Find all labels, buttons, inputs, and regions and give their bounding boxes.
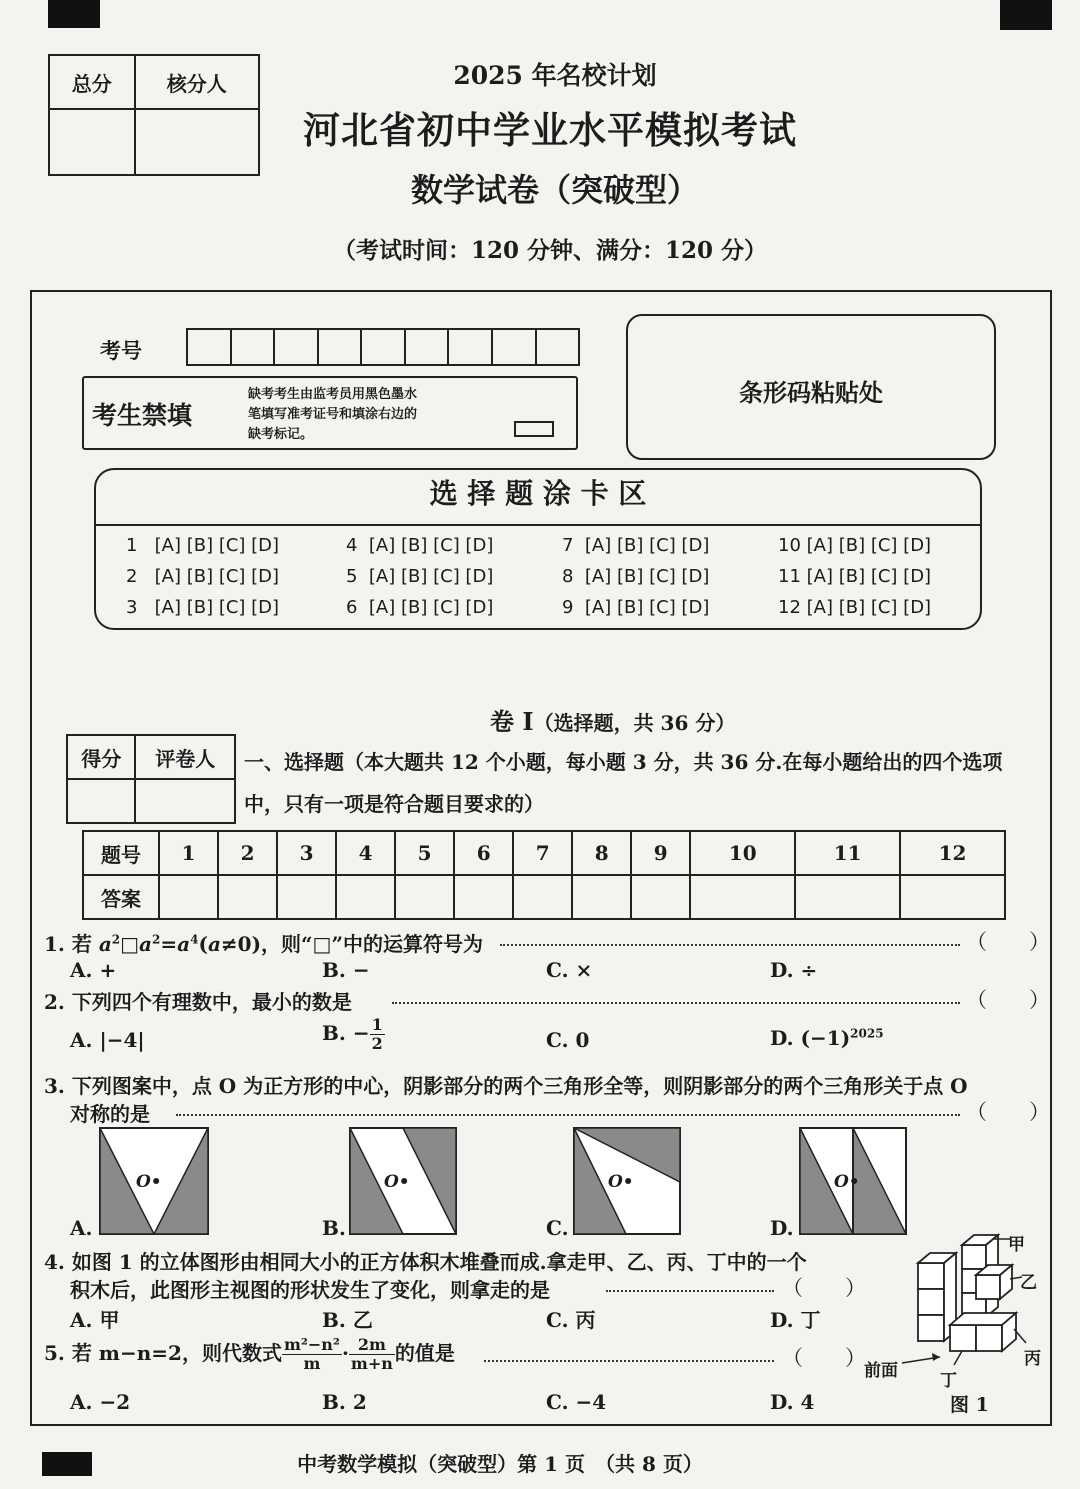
figure-1-front-label: 前面 (864, 1361, 898, 1381)
answer-cell[interactable] (795, 875, 900, 919)
figure-1-caption: 图 1 (950, 1394, 989, 1416)
answer-num: 10 (690, 831, 795, 875)
bubble-set[interactable]: [A] [B] [C] [D] (584, 566, 710, 587)
q4-option-d: D. 丁 (770, 1308, 821, 1332)
bubble-set[interactable]: [A] [B] [C] [D] (368, 535, 494, 556)
barcode-label: 条形码粘贴处 (739, 378, 883, 407)
page-title: 河北省初中学业水平模拟考试 (303, 108, 797, 152)
answer-num: 9 (631, 831, 690, 875)
instructions-line-2: 中，只有一项是符合题目要求的） (244, 792, 544, 816)
card-row-6: 6 [A] [B] [C] [D] (346, 597, 494, 618)
q3-option-b: B. (322, 1216, 346, 1240)
corner-mark-left (48, 0, 100, 28)
score-checker-label: 核分人 (135, 55, 259, 109)
question-5-stem: 5. 若 m−n=2，则代数式 $\frac{\text{m²−n²}}{m}$ · $\frac{2m}{m+n}$ 的值是 (44, 1335, 455, 1373)
q3-o-label-a: O• (136, 1172, 162, 1192)
question-4-stem-2: 积木后，此图形主视图的形状发生了变化，则拿走的是 (70, 1278, 550, 1302)
bubble-set[interactable]: [A] [B] [C] [D] (806, 535, 932, 556)
q5-option-d: D. 4 (770, 1390, 815, 1414)
q3-figures (60, 1120, 940, 1245)
card-row-9: 9 [A] [B] [C] [D] (562, 597, 710, 618)
card-row-2: 2 [A] [B] [C] [D] (126, 566, 280, 587)
q1-option-a: A. + (70, 958, 117, 982)
score-box (48, 54, 260, 176)
answer-cell[interactable] (277, 875, 336, 919)
figure-1-label-jia: 甲 (1008, 1235, 1025, 1255)
score-checker-cell[interactable] (135, 109, 259, 175)
question-4-leader (606, 1290, 774, 1292)
q3-o-label-d: O• (834, 1172, 860, 1192)
answer-cell[interactable] (690, 875, 795, 919)
question-3-stem-2: 对称的是 (70, 1102, 150, 1126)
answer-num: 5 (395, 831, 454, 875)
instructions-line-1: 一、选择题（本大题共 12 个小题，每小题 3 分，共 36 分.在每小题给出的四个选项 (244, 750, 1003, 774)
q1-option-d: D. ÷ (770, 958, 818, 982)
answer-num: 8 (572, 831, 631, 875)
answer-num: 6 (454, 831, 513, 875)
score-total-label: 总分 (49, 55, 135, 109)
q5-option-c: C. −4 (546, 1390, 607, 1414)
forbid-note-3: 缺考标记。 (248, 427, 314, 442)
card-row-3: 3 [A] [B] [C] [D] (126, 597, 280, 618)
card-row-12: 12 [A] [B] [C] [D] (778, 597, 932, 618)
bubble-set[interactable]: [A] [B] [C] [D] (368, 566, 494, 587)
bubble-set[interactable]: [A] [B] [C] [D] (154, 535, 280, 556)
answer-num: 11 (795, 831, 900, 875)
question-2-stem: 2. 下列四个有理数中，最小的数是 (44, 990, 352, 1014)
admission-digit-box[interactable] (188, 330, 232, 364)
bubble-set[interactable]: [A] [B] [C] [D] (154, 566, 280, 587)
card-row-10: 10 [A] [B] [C] [D] (778, 535, 932, 556)
answer-cell[interactable] (395, 875, 454, 919)
q3-option-c: C. (546, 1216, 569, 1240)
card-row-7: 7 [A] [B] [C] [D] (562, 535, 710, 556)
bubble-set[interactable]: [A] [B] [C] [D] (154, 597, 280, 618)
card-row-11: 11 [A] [B] [C] [D] (778, 566, 932, 587)
answer-num: 7 (513, 831, 572, 875)
q5-option-b: B. 2 (322, 1390, 367, 1414)
answer-cell[interactable] (900, 875, 1005, 919)
q1-option-c: C. × (546, 958, 593, 982)
forbid-label: 考生禁填 (92, 401, 193, 430)
figure-1-label-bing: 丙 (1024, 1349, 1041, 1369)
question-1-stem: 1. 若 $a^2□a^2=a^4(a\ne 0)$，则“□”中的运算符号为 (44, 932, 483, 956)
question-3-answer-blank[interactable]: （ ） (966, 1100, 1050, 1124)
q5-option-a: A. −2 (70, 1390, 131, 1414)
card-row-8: 8 [A] [B] [C] [D] (562, 566, 710, 587)
question-1-leader (500, 944, 960, 946)
q4-option-c: C. 丙 (546, 1308, 596, 1332)
bubble-set[interactable]: [A] [B] [C] [D] (806, 566, 932, 587)
exam-info: （考试时间：120 分钟、满分：120 分） (332, 237, 768, 264)
q4-option-a: A. 甲 (70, 1308, 120, 1332)
bubble-set[interactable]: [A] [B] [C] [D] (806, 597, 932, 618)
question-5-answer-blank[interactable]: （ ） (782, 1346, 866, 1370)
q2-option-a: A. |−4| (70, 1028, 145, 1052)
answer-cell[interactable] (159, 875, 218, 919)
answer-cell[interactable] (513, 875, 572, 919)
admission-digit-box[interactable] (319, 330, 363, 364)
q1-option-b: B. − (322, 958, 370, 982)
question-2-leader (392, 1002, 960, 1004)
page-subtitle: 数学试卷（突破型） (410, 171, 699, 209)
q2-option-b: B. − $\frac{1}{2}$ (322, 1015, 383, 1053)
choice-card-title: 选 择 题 涂 卡 区 (429, 477, 647, 510)
grader-box (66, 734, 236, 824)
choice-card-divider (94, 524, 982, 526)
question-5-leader (484, 1360, 774, 1362)
answer-cell[interactable] (631, 875, 690, 919)
card-row-1: 1 [A] [B] [C] [D] (126, 535, 280, 556)
admission-digit-box[interactable] (449, 330, 493, 364)
answer-num: 4 (336, 831, 395, 875)
admission-digit-box[interactable] (232, 330, 276, 364)
grader-score-label: 得分 (67, 735, 135, 779)
score-total-cell[interactable] (49, 109, 135, 175)
q3-option-a: A. (70, 1216, 93, 1240)
admission-label: 考号 (100, 338, 142, 363)
admission-boxes (186, 328, 580, 366)
forbid-note-1: 缺考考生由监考员用黑色墨水 (248, 387, 418, 402)
answer-table-header-label: 题号 (83, 831, 159, 875)
question-3-stem-1: 3. 下列图案中，点 O 为正方形的中心，阴影部分的两个三角形全等，则阴影部分的两个三角形关于点 O (44, 1074, 968, 1098)
answer-row-label: 答案 (83, 875, 159, 919)
q3-o-label-b: O• (384, 1172, 410, 1192)
figure-1-label-yi: 乙 (1020, 1273, 1037, 1293)
figure-1-label-ding: 丁 (940, 1371, 957, 1391)
part1-title: 卷 Ⅰ（选择题，共 36 分） (490, 707, 736, 736)
grader-reviewer-label: 评卷人 (135, 735, 235, 779)
question-1-answer-blank[interactable]: （ ） (966, 930, 1050, 954)
absent-mark-box[interactable] (514, 421, 554, 437)
page-footer: 中考数学模拟（突破型）第 1 页 （共 8 页） (297, 1452, 703, 1476)
bubble-set[interactable]: [A] [B] [C] [D] (584, 597, 710, 618)
grader-reviewer-cell[interactable] (135, 779, 235, 823)
answer-num: 1 (159, 831, 218, 875)
question-3-leader (176, 1114, 960, 1116)
admission-digit-box[interactable] (275, 330, 319, 364)
corner-mark-right (1000, 0, 1052, 30)
admission-digit-box[interactable] (406, 330, 450, 364)
q4-option-b: B. 乙 (322, 1308, 373, 1332)
forbid-note-2: 笔填写准考证号和填涂右边的 (248, 407, 418, 422)
year-plan: 2025 年名校计划 (453, 61, 657, 90)
q3-option-d: D. (770, 1216, 794, 1240)
q2-option-c: C. 0 (546, 1028, 590, 1052)
grader-score-cell[interactable] (67, 779, 135, 823)
answer-cell[interactable] (336, 875, 395, 919)
answer-cell[interactable] (218, 875, 277, 919)
admission-digit-box[interactable] (493, 330, 537, 364)
answer-num: 12 (900, 831, 1005, 875)
q2-option-d: D. $(-1)^{2025}$ (770, 1026, 884, 1050)
question-4-stem-1: 4. 如图 1 的立体图形由相同大小的正方体积木堆叠而成.拿走甲、乙、丙、丁中的一个 (44, 1250, 807, 1274)
bubble-set[interactable]: [A] [B] [C] [D] (368, 597, 494, 618)
answer-table (82, 830, 1006, 920)
answer-cell[interactable] (454, 875, 513, 919)
question-4-answer-blank[interactable]: （ ） (782, 1276, 866, 1300)
answer-num: 2 (218, 831, 277, 875)
admission-digit-box[interactable] (537, 330, 579, 364)
question-2-answer-blank[interactable]: （ ） (966, 988, 1050, 1012)
admission-digit-box[interactable] (362, 330, 406, 364)
bubble-set[interactable]: [A] [B] [C] [D] (584, 535, 710, 556)
answer-num: 3 (277, 831, 336, 875)
answer-cell[interactable] (572, 875, 631, 919)
footer-mark (42, 1452, 92, 1476)
q3-o-label-c: O• (608, 1172, 634, 1192)
card-row-4: 4 [A] [B] [C] [D] (346, 535, 494, 556)
card-row-5: 5 [A] [B] [C] [D] (346, 566, 494, 587)
